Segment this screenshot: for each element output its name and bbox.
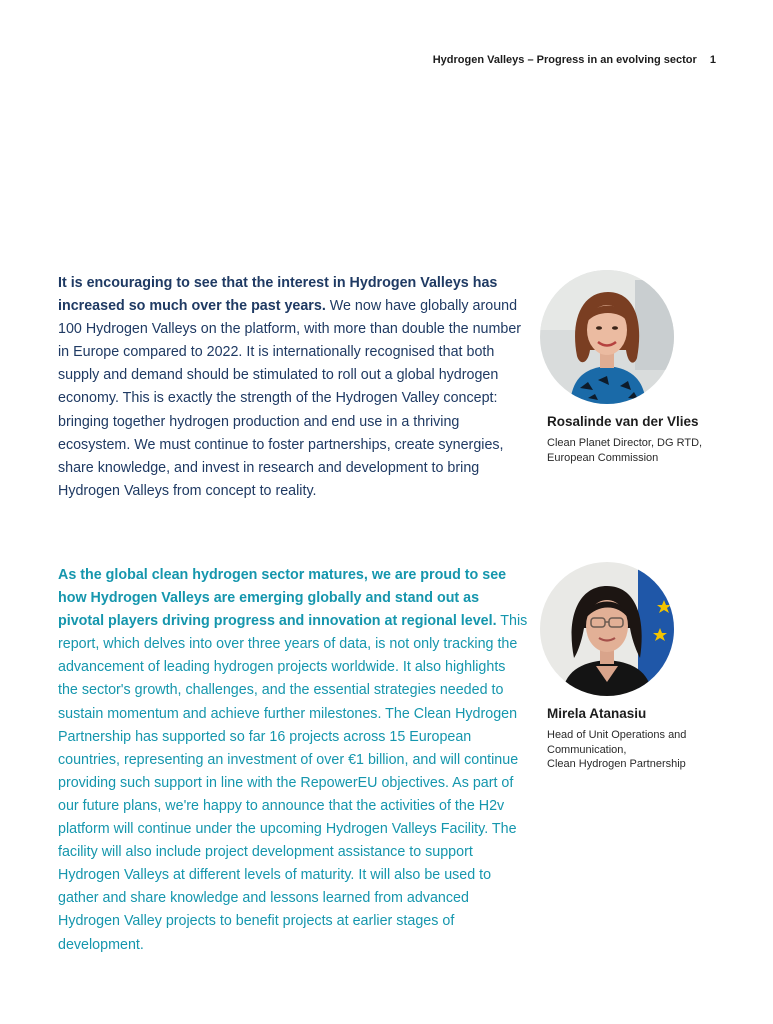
- portrait-rosalinde: [540, 270, 674, 404]
- quote-body: This report, which delves into over three years of data, is not only tracking the advancement of leading hydrogen projects worldwide. It also highlights the sector's growth, challenges, and the essential strategies needed to sustain momentum and achieve further milestones. The Clean Hydrogen Partnership has supported so far 16 projects across 15 European countries, representing an investment of over €1 billion, and will continue providing such support in line with the RepowerEU objectives. As part of our future plans, we're happy to announce that the activities of the H2v platform will continue under the upcoming Hydrogen Valleys Facility. The facility will also include project development assistance to support Hydrogen Valleys at different levels of maturity. It will also be used to gather and share knowledge and lessons learned from advanced Hydrogen Valley projects to benefit projects at earlier stages of development.: [58, 613, 528, 953]
- quote-rosalinde: [58, 272, 528, 503]
- quote-mirela: [58, 564, 528, 957]
- person-role: [547, 436, 737, 465]
- header-title: Hydrogen Valleys – Progress in an evolving sector: [432, 54, 697, 66]
- person-role: [547, 728, 737, 772]
- portrait-photo: [540, 270, 674, 404]
- role-line: Communication,: [547, 743, 627, 756]
- page-number: 1: [709, 54, 716, 66]
- portrait-mirela: [540, 562, 674, 696]
- quote-lead: It is encouraging to see that the interest in Hydrogen Valleys has increased so much over the past years.: [58, 275, 498, 315]
- person-name: Rosalinde van der Vlies: [547, 414, 699, 429]
- portrait-photo: [540, 562, 674, 696]
- role-line: Head of Unit Operations and: [547, 729, 687, 741]
- role-line: European Commission: [547, 451, 659, 464]
- quote-body: We now have globally around 100 Hydrogen Valleys on the platform, with more than double the number in Europe compared to 2022. It is internationally recognised that both supply and demand should be stimulated to roll out a global hydrogen economy. This is exactly the strength of the Hydrogen Valley concept: bringing together hydrogen production and end use in a thriving ecosystem. We must continue to foster partnerships, create synergies, share knowledge, and invest in research and development to bring Hydrogen Valleys from concept to reality.: [58, 298, 522, 499]
- role-line: Clean Hydrogen Partnership: [547, 758, 686, 770]
- running-header: [433, 54, 716, 66]
- role-line: Clean Planet Director, DG RTD,: [547, 437, 703, 449]
- person-name: Mirela Atanasiu: [547, 706, 647, 721]
- quote-lead: As the global clean hydrogen sector matures, we are proud to see how Hydrogen Valleys are emerging globally and stand out as pivotal players driving progress and innovation at regional level.: [58, 567, 507, 630]
